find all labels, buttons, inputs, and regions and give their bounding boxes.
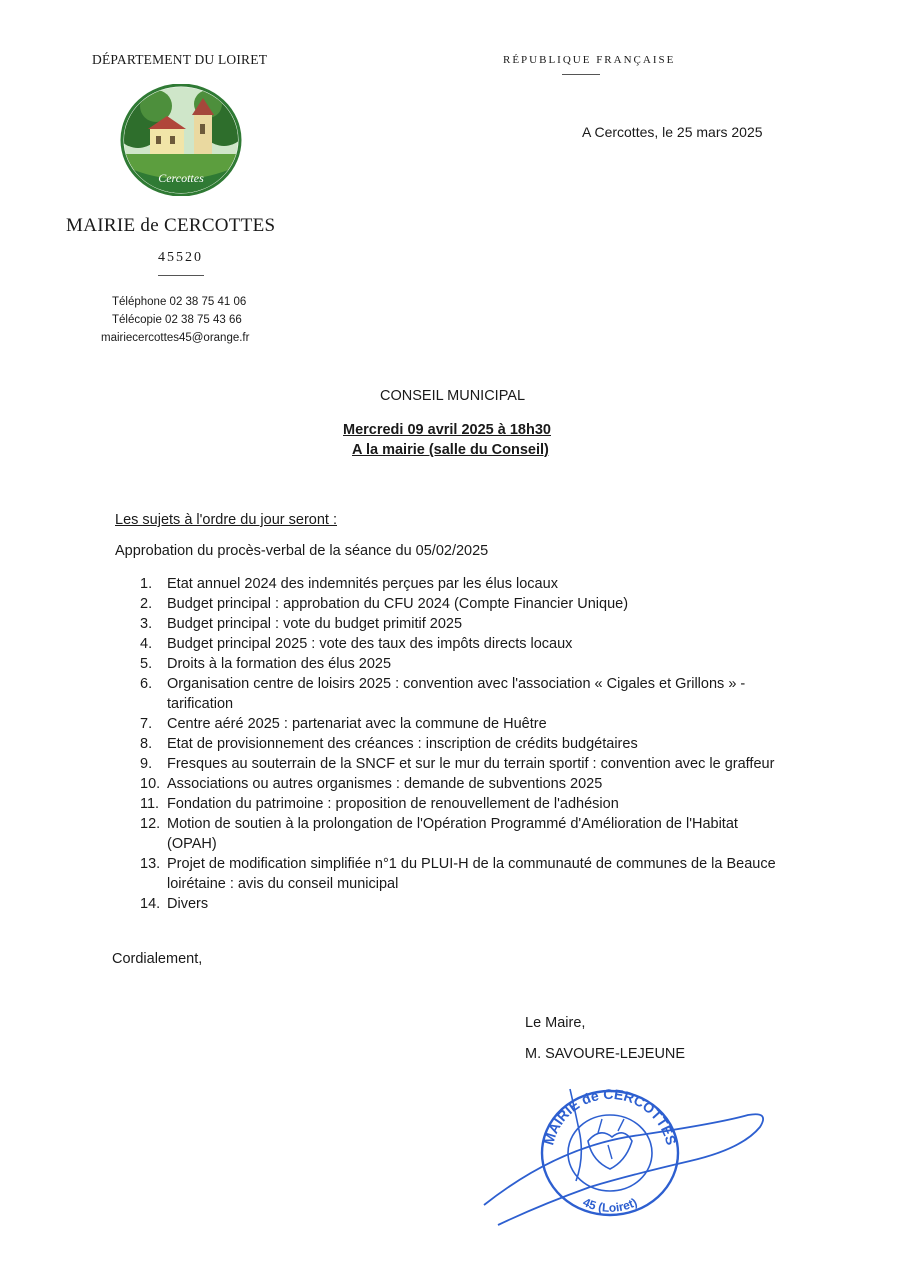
agenda-item xyxy=(140,654,780,674)
meeting-date: Mercredi 09 avril 2025 à 18h30 xyxy=(343,422,551,438)
agenda-item xyxy=(140,854,780,894)
agenda-item-text: Projet de modification simplifiée n°1 du PLUI-H de la communauté de communes de la Beauce loirétaine : avis du conseil municipal xyxy=(167,856,776,892)
agenda-item xyxy=(140,774,780,794)
agenda-item-number: 9. xyxy=(140,756,153,772)
place-and-date: A Cercottes, le 25 mars 2025 xyxy=(582,124,763,140)
agenda-item-number: 8. xyxy=(140,736,153,752)
agenda-list xyxy=(140,574,780,914)
agenda-item xyxy=(140,674,780,714)
agenda-item xyxy=(140,574,780,594)
agenda-item-number: 4. xyxy=(140,636,153,652)
agenda-item-text: Etat de provisionnement des créances : inscription de crédits budgétaires xyxy=(167,736,638,752)
agenda-item-text: Associations ou autres organismes : demande de subventions 2025 xyxy=(167,776,603,792)
stamp-top-text: MAIRIE de CERCOTTES xyxy=(540,1085,680,1147)
agenda-item-text: Divers xyxy=(167,896,209,912)
agenda-item-text: Etat annuel 2024 des indemnités perçues par les élus locaux xyxy=(167,576,558,592)
agenda-item-text: Organisation centre de loisirs 2025 : convention avec l'association « Cigales et Grillons » - tarification xyxy=(167,676,746,712)
agenda-item xyxy=(140,754,780,774)
signatory-name: M. SAVOURE-LEJEUNE xyxy=(525,1046,686,1062)
agenda-item-text: Motion de soutien à la prolongation de l'Opération Programmé d'Amélioration de l'Habitat (OPAH) xyxy=(167,816,738,852)
agenda-item-number: 13. xyxy=(140,856,161,872)
agenda-item-number: 14. xyxy=(140,896,161,912)
stamp-bottom-text: 45 (Loiret) xyxy=(580,1195,640,1215)
agenda-item-number: 5. xyxy=(140,656,153,672)
logo-text: Cercottes xyxy=(158,171,204,185)
agenda-item-number: 6. xyxy=(140,676,153,692)
agenda-item xyxy=(140,714,780,734)
agenda-item-text: Droits à la formation des élus 2025 xyxy=(167,656,392,672)
mairie-name: MAIRIE de CERCOTTES xyxy=(66,215,276,236)
agenda-item-number: 11. xyxy=(140,796,160,812)
agenda-item-text: Budget principal : vote du budget primitif 2025 xyxy=(167,616,463,632)
agenda-item xyxy=(140,734,780,754)
agenda-item xyxy=(140,634,780,654)
postcode-underline xyxy=(158,275,204,276)
agenda-item-text: Budget principal : approbation du CFU 2024 (Compte Financier Unique) xyxy=(167,596,629,612)
phone-number: Téléphone 02 38 75 41 06 xyxy=(112,296,247,308)
republic-underline xyxy=(562,74,600,75)
agenda-item-text: Fondation du patrimoine : proposition de renouvellement de l'adhésion xyxy=(167,796,619,812)
agenda-item-number: 12. xyxy=(140,816,161,832)
signatory-title: Le Maire, xyxy=(525,1015,586,1031)
agenda-item-text: Fresques au souterrain de la SNCF et sur le mur du terrain sportif : convention avec le graffeur xyxy=(167,756,775,772)
agenda-item xyxy=(140,794,780,814)
agenda-item xyxy=(140,614,780,634)
agenda-intro: Les sujets à l'ordre du jour seront : xyxy=(115,512,337,528)
agenda-item xyxy=(140,594,780,614)
meeting-place: A la mairie (salle du Conseil) xyxy=(352,442,549,458)
mayor-stamp xyxy=(480,1075,780,1235)
agenda-item-number: 7. xyxy=(140,716,153,732)
meeting-title: CONSEIL MUNICIPAL xyxy=(380,388,526,404)
agenda-item xyxy=(140,894,780,914)
agenda-item-number: 10. xyxy=(140,776,161,792)
fax-number: Télécopie 02 38 75 43 66 xyxy=(112,314,242,326)
town-logo xyxy=(120,84,242,196)
agenda-approval: Approbation du procès-verbal de la séance du 05/02/2025 xyxy=(115,543,489,559)
closing-salutation: Cordialement, xyxy=(112,951,203,967)
republic-heading: RÉPUBLIQUE FRANÇAISE xyxy=(503,54,676,66)
email-address: mairiecercottes45@orange.fr xyxy=(101,332,250,344)
agenda-item-number: 2. xyxy=(140,596,153,612)
agenda-item-number: 1. xyxy=(140,576,153,592)
postcode: 45520 xyxy=(158,250,203,265)
department-name: DÉPARTEMENT DU LOIRET xyxy=(92,52,268,67)
agenda-item xyxy=(140,814,780,854)
agenda-item-text: Centre aéré 2025 : partenariat avec la commune de Huêtre xyxy=(167,716,547,732)
agenda-item-number: 3. xyxy=(140,616,153,632)
agenda-item-text: Budget principal 2025 : vote des taux des impôts directs locaux xyxy=(167,636,573,652)
